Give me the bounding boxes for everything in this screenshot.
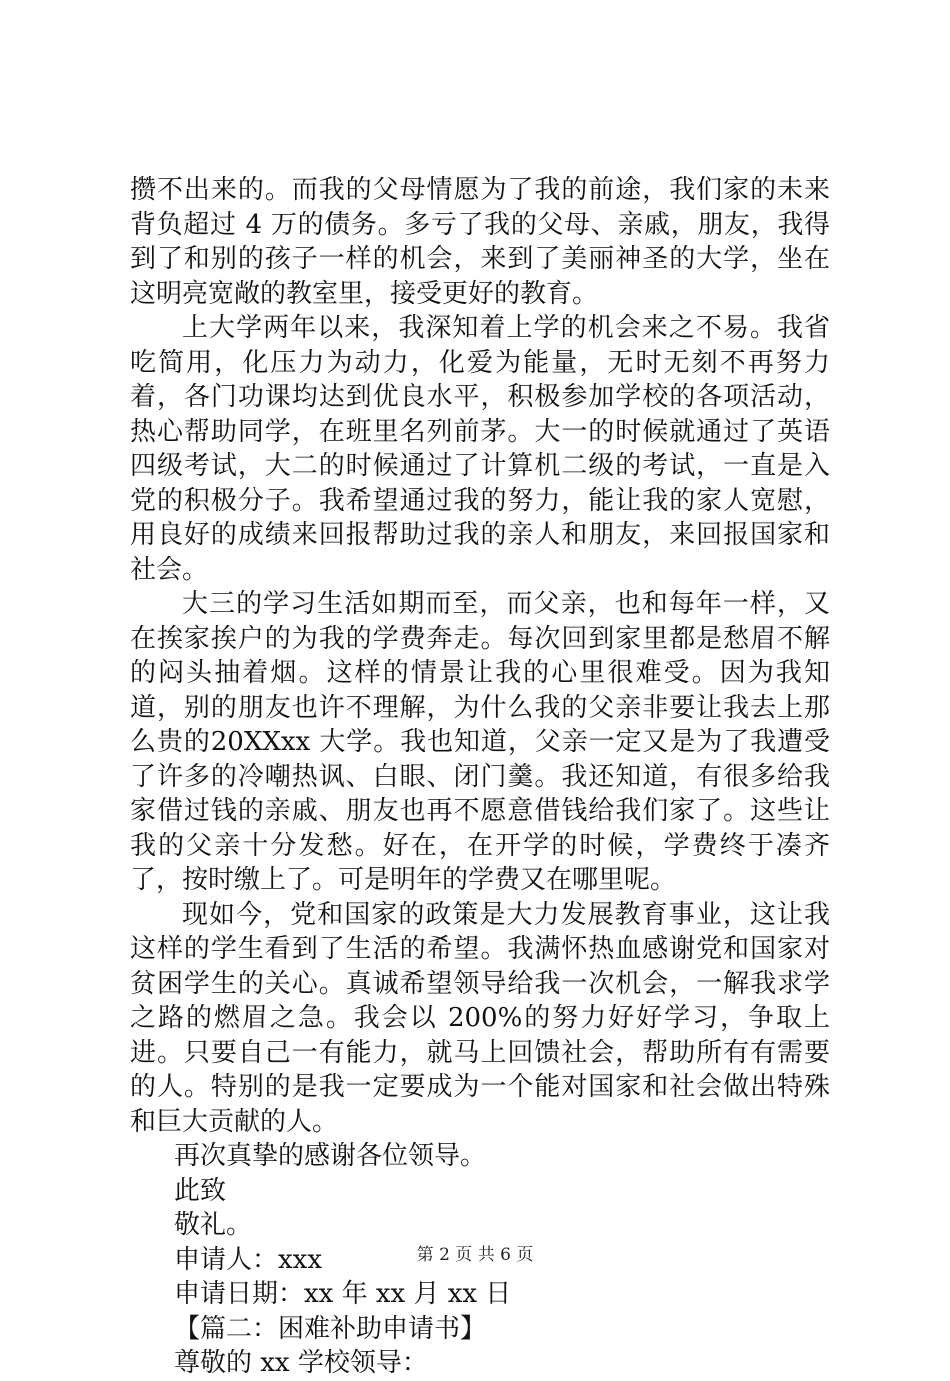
- paragraph-2: 上大学两年以来，我深知着上学的机会来之不易。我省吃简用，化压力为动力，化爱为能量，无时无刻不再努力着，各门功课均达到优良水平，积极参加学校的各项活动，热心帮助同学，在班里名列前茅。大一的时候就通过了英语四级考试，大二的时候通过了计算机二级的考试，一直是入党的积极分子。我希望通过我的努力，能让我的家人宽慰，用良好的成绩来回报帮助过我的亲人和朋友，来回报国家和社会。: [130, 313, 830, 585]
- paragraph-3: 大三的学习生活如期而至，而父亲，也和每年一样，又在挨家挨户的为我的学费奔走。每次回到家里都是愁眉不解的闷头抽着烟。这样的情景让我的心里很难受。因为我知道，别的朋友也许不理解，为什么我的父亲非要让我去上那么贵的20XXxx 大学。我也知道，父亲一定又是为了我遭受了许多的冷嘲热讽、白眼、闭门羹。我还知道，有很多给我家借过钱的亲戚、朋友也再不愿意借钱给我们家了。这些让我的父亲十分发愁。好在，在开学的时候，学费终于凑齐了，按时缴上了。可是明年的学费又在哪里呢。: [130, 589, 830, 895]
- application-date-line: 申请日期：xx 年 xx 月 xx 日: [174, 1279, 512, 1309]
- paragraph-4: 现如今，党和国家的政策是大力发展教育事业，这让我这样的学生看到了生活的希望。我满怀热血感谢党和国家对贫困学生的关心。真诚希望领导给我一次机会，一解我求学之路的燃眉之急。我会以 200%的努力好好学习，争取上进。只要自己一有能力，就马上回馈社会，帮助所有有需要的人。特别的是我一定要成为一个能对国家和社会做出特殊和巨大贡献的人。: [130, 899, 830, 1137]
- page-number-footer: 第 2 页 共 6 页: [416, 1245, 534, 1265]
- salutation-cizhi: 此致: [174, 1175, 227, 1206]
- paragraph-1: 攒不出来的。而我的父母情愿为了我的前途，我们家的未来背负超过 4 万的债务。多亏了我的父母、亲戚，朋友，我得到了和别的孩子一样的机会，来到了美丽神圣的大学，坐在这明亮宽敞的教室里，接受更好的教育。: [130, 175, 830, 309]
- greeting-line: 尊敬的 xx 学校领导：: [174, 1348, 428, 1378]
- salutation-jingli: 敬礼。: [174, 1210, 253, 1240]
- section-heading: 【篇二：困难补助申请书】: [174, 1313, 487, 1344]
- applicant-line: 申请人：xxx: [174, 1244, 322, 1275]
- document-body: [130, 173, 830, 1381]
- closing-thanks: 再次真挚的感谢各位领导。: [174, 1141, 487, 1171]
